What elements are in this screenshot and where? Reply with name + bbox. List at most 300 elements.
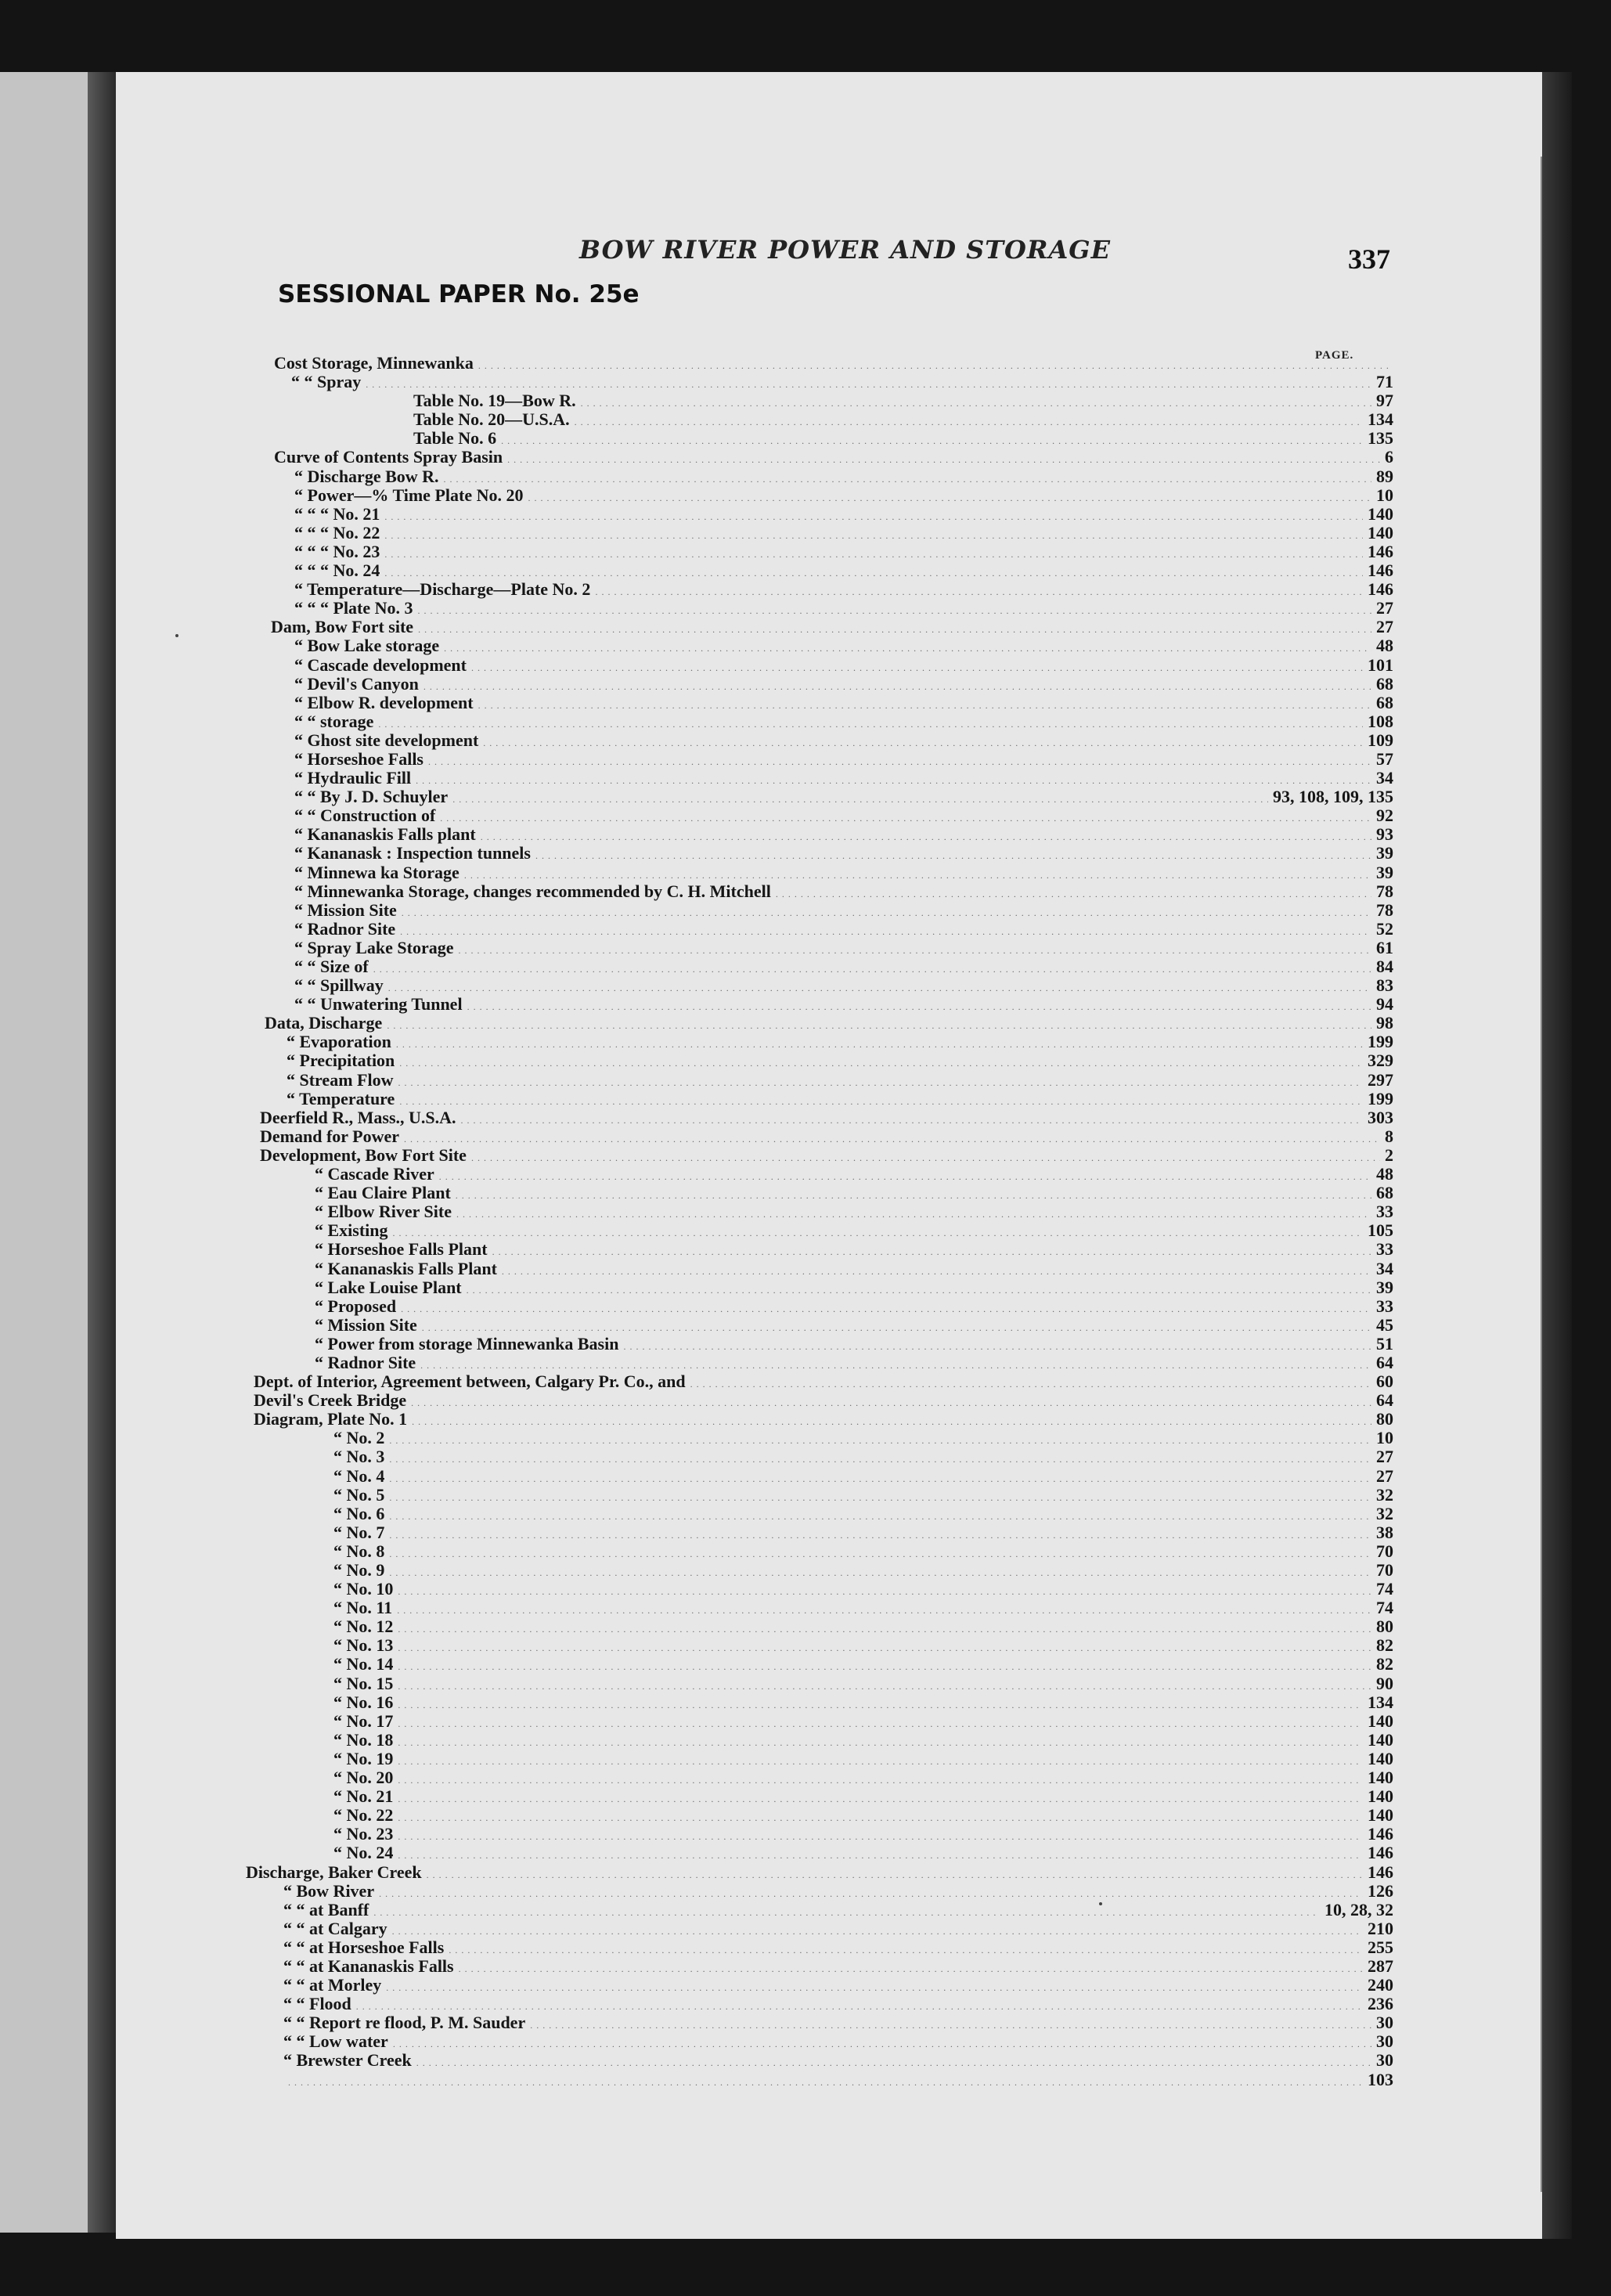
leader-dots [467, 1281, 1371, 1299]
entry-label: “ Horseshoe Falls Plant [315, 1239, 488, 1260]
leader-dots [428, 752, 1371, 771]
entry-label: “ “ “ No. 22 [294, 522, 380, 542]
leader-dots [392, 1922, 1363, 1941]
entry-label: Deerfield R., Mass., U.S.A. [260, 1107, 456, 1127]
index-entry [243, 1071, 1393, 1090]
entry-page: 146 [1368, 560, 1393, 581]
entry-page: 93 [1376, 824, 1393, 845]
entry-page: 61 [1376, 937, 1393, 957]
index-entry [243, 1712, 1393, 1731]
leader-dots [427, 1865, 1363, 1884]
entry-label: “ “ Spray [291, 372, 362, 392]
leader-dots [393, 2035, 1371, 2053]
index-entry [243, 1599, 1393, 1617]
index-entry [243, 1221, 1393, 1240]
leader-dots [389, 1450, 1371, 1469]
entry-label: “ “ “ No. 24 [294, 560, 380, 581]
leader-dots [507, 450, 1380, 469]
entry-label: “ Bow River [283, 1880, 375, 1901]
leader-dots [459, 1959, 1363, 1978]
entry-label: “ No. 17 [333, 1710, 394, 1731]
entry-page: 140 [1368, 1786, 1393, 1807]
leader-dots [389, 1544, 1371, 1563]
entry-label: “ Horseshoe Falls [294, 748, 423, 769]
index-entry [243, 1844, 1393, 1862]
entry-label: “ “ Low water [283, 2031, 388, 2052]
entry-page: 78 [1376, 881, 1393, 901]
entry-label: “ “ storage [294, 711, 374, 731]
index-entry [243, 1391, 1393, 1410]
leader-dots [389, 1431, 1371, 1450]
entry-label: “ Brewster Creek [283, 2050, 412, 2071]
entry-label: “ No. 4 [333, 1465, 385, 1486]
entry-page: 33 [1376, 1296, 1393, 1316]
index-entry [243, 1636, 1393, 1655]
facing-page-edge [0, 72, 90, 2233]
leader-dots [530, 2016, 1371, 2035]
leader-dots [416, 2053, 1371, 2072]
entry-page: 287 [1368, 1955, 1393, 1976]
leader-dots [389, 1507, 1371, 1526]
index-entry [243, 599, 1393, 618]
leader-dots [399, 1054, 1363, 1072]
entry-label: “ Ghost site development [294, 730, 479, 750]
index-entry [243, 1014, 1393, 1033]
index-entry [243, 882, 1393, 901]
index-entry [243, 1901, 1393, 1919]
leader-dots [412, 1412, 1371, 1431]
entry-label: “ No. 24 [333, 1843, 394, 1863]
entry-label: “ No. 5 [333, 1484, 385, 1505]
index-entry [243, 1938, 1393, 1957]
entry-label: “ Kananask : Inspection tunnels [294, 843, 531, 863]
entry-page: 103 [1368, 2069, 1393, 2089]
entry-page: 27 [1376, 598, 1393, 618]
entry-page: 94 [1376, 994, 1393, 1015]
index-entry [243, 2051, 1393, 2070]
entry-label: “ Elbow R. development [294, 692, 474, 712]
leader-dots [398, 1073, 1363, 1092]
leader-dots [384, 545, 1363, 564]
entry-page: 83 [1376, 975, 1393, 996]
index-entry [243, 1033, 1393, 1051]
leader-dots [456, 1205, 1371, 1224]
entry-page: 140 [1368, 1768, 1393, 1788]
index-entry [243, 354, 1393, 373]
index-entry [243, 1995, 1393, 2013]
leader-dots [398, 1808, 1363, 1827]
index-entry [243, 1410, 1393, 1429]
entry-label: “ Discharge Bow R. [294, 466, 439, 486]
index-entry [243, 656, 1393, 675]
index-entry [243, 694, 1393, 712]
entry-label: “ Mission Site [315, 1314, 417, 1335]
entry-page: 89 [1376, 466, 1393, 486]
index-entry [243, 1108, 1393, 1127]
leader-dots [397, 1601, 1371, 1620]
entry-label: “ No. 3 [333, 1447, 385, 1467]
leader-dots [398, 1714, 1363, 1733]
entry-label: “ “ at Kananaskis Falls [283, 1955, 454, 1976]
entry-label: “ “ “ Plate No. 3 [294, 598, 413, 618]
leader-dots [418, 601, 1371, 620]
index-entry [243, 1919, 1393, 1938]
entry-page: 39 [1376, 862, 1393, 882]
leader-dots [373, 960, 1371, 979]
entry-label: “ No. 7 [333, 1522, 385, 1542]
entry-label: “ Radnor Site [315, 1352, 416, 1372]
index-entry [243, 1655, 1393, 1674]
index-entry [243, 1372, 1393, 1391]
entry-page: 126 [1368, 1880, 1393, 1901]
entry-page: 140 [1368, 503, 1393, 524]
index-entry [243, 1976, 1393, 1995]
entry-label: Table No. 19—Bow R. [413, 391, 576, 411]
leader-dots [398, 1733, 1363, 1752]
entry-label: “ No. 20 [333, 1768, 394, 1788]
leader-dots [384, 507, 1363, 526]
index-entry [243, 580, 1393, 599]
leader-dots [478, 696, 1371, 715]
entry-page: 146 [1368, 1843, 1393, 1863]
index-entry [243, 939, 1393, 957]
index-entry [243, 618, 1393, 636]
entry-label: Table No. 6 [413, 428, 497, 449]
entry-page: 80 [1376, 1617, 1393, 1637]
entry-label: “ No. 2 [333, 1428, 385, 1448]
entry-label: “ Eau Claire Plant [315, 1183, 451, 1203]
entry-page: 70 [1376, 1541, 1393, 1561]
entry-page: 199 [1368, 1088, 1393, 1108]
leader-dots [399, 1092, 1363, 1111]
entry-page: 210 [1368, 1918, 1393, 1938]
index-entry [243, 448, 1393, 467]
entry-page: 27 [1376, 1465, 1393, 1486]
entry-label: “ Temperature [287, 1088, 395, 1108]
entry-label: “ “ By J. D. Schuyler [294, 787, 449, 807]
leader-dots [492, 1242, 1371, 1261]
index-entry [243, 1693, 1393, 1712]
entry-page: 38 [1376, 1522, 1393, 1542]
leader-dots [528, 488, 1371, 507]
index-entry [243, 957, 1393, 976]
entry-page: 109 [1368, 730, 1393, 750]
leader-dots [623, 1337, 1371, 1356]
leader-dots [478, 356, 1389, 375]
sessional-paper-label: SESSIONAL PAPER No. 25e [278, 280, 640, 308]
index-entry [243, 1353, 1393, 1372]
index-entry [243, 844, 1393, 863]
index-entry [243, 750, 1393, 769]
entry-label: “ Proposed [315, 1296, 397, 1316]
leader-dots [502, 1262, 1371, 1281]
entry-page: 303 [1368, 1107, 1393, 1127]
entry-page: 33 [1376, 1239, 1393, 1260]
entry-page: 71 [1376, 372, 1393, 392]
entry-label: “ “ at Banff [283, 1899, 369, 1919]
scan-speck [1099, 1902, 1102, 1905]
leader-dots [483, 733, 1363, 752]
entry-page: 140 [1368, 1710, 1393, 1731]
entry-page: 297 [1368, 1069, 1393, 1090]
entry-page: 8 [1385, 1126, 1393, 1146]
leader-dots [396, 1035, 1363, 1054]
entry-page: 78 [1376, 899, 1393, 920]
entry-page: 140 [1368, 522, 1393, 542]
entry-label: “ Precipitation [287, 1051, 395, 1071]
entry-label: “ Devil's Canyon [294, 673, 419, 694]
index-entry [243, 1297, 1393, 1316]
leader-dots [401, 1299, 1371, 1318]
entry-label: “ No. 22 [333, 1805, 394, 1826]
entry-page: 30 [1376, 2031, 1393, 2052]
leader-dots [398, 1696, 1363, 1714]
index-entry [243, 675, 1393, 694]
entry-label: “ Evaporation [287, 1032, 391, 1052]
index-entry [243, 1146, 1393, 1165]
entry-label: “ Kananaskis Falls plant [294, 824, 476, 845]
index-entry [243, 976, 1393, 995]
leader-dots [373, 1903, 1320, 1922]
entry-page: 97 [1376, 391, 1393, 411]
entry-label: “ Kananaskis Falls Plant [315, 1258, 497, 1278]
leader-dots [452, 790, 1268, 809]
entry-page: 33 [1376, 1202, 1393, 1222]
leader-dots [398, 1790, 1363, 1808]
index-entry [243, 863, 1393, 882]
index-entry [243, 391, 1393, 410]
index-entry [243, 1127, 1393, 1146]
entry-label: Data, Discharge [265, 1013, 383, 1033]
entry-page: 134 [1368, 1692, 1393, 1712]
entry-page: 240 [1368, 1975, 1393, 1995]
index-entry [243, 1184, 1393, 1202]
leader-dots [471, 1148, 1380, 1167]
leader-dots [398, 1752, 1363, 1771]
index-entry [243, 1202, 1393, 1221]
entry-page: 70 [1376, 1560, 1393, 1580]
entry-page: 74 [1376, 1598, 1393, 1618]
leader-dots [501, 431, 1363, 450]
entry-page: 98 [1376, 1013, 1393, 1033]
entry-page: 101 [1368, 654, 1393, 675]
entry-label: “ No. 6 [333, 1503, 385, 1523]
index-entry [243, 1542, 1393, 1561]
entry-label: “ No. 18 [333, 1729, 394, 1750]
entry-page: 52 [1376, 918, 1393, 939]
index-entry [243, 769, 1393, 788]
index-entry [243, 1335, 1393, 1353]
entry-label: “ “ at Morley [283, 1975, 382, 1995]
entry-label: Table No. 20—U.S.A. [413, 409, 570, 430]
entry-label: “ No. 21 [333, 1786, 394, 1807]
entry-page: 140 [1368, 1805, 1393, 1826]
entry-page: 30 [1376, 2013, 1393, 2033]
leader-dots [398, 1620, 1371, 1638]
leader-dots [378, 715, 1363, 733]
entry-label: “ Stream Flow [287, 1069, 394, 1090]
index-entry [243, 1561, 1393, 1580]
index-entry [243, 1863, 1393, 1882]
entry-page: 146 [1368, 1862, 1393, 1882]
entry-page: 39 [1376, 1277, 1393, 1297]
entry-page: 30 [1376, 2050, 1393, 2071]
entry-page: 48 [1376, 636, 1393, 656]
entry-label: “ Mission Site [294, 899, 397, 920]
index-entry [243, 995, 1393, 1014]
entry-page: 27 [1376, 617, 1393, 637]
index-entry [243, 1278, 1393, 1297]
entry-page: 146 [1368, 579, 1393, 600]
scan-speck [175, 634, 178, 637]
entry-page: 90 [1376, 1673, 1393, 1693]
leader-dots [444, 639, 1371, 658]
entry-page: 32 [1376, 1503, 1393, 1523]
leader-dots [535, 846, 1371, 865]
entry-label: “ No. 16 [333, 1692, 394, 1712]
entry-label: “ “ “ No. 21 [294, 503, 380, 524]
index-entry [243, 1260, 1393, 1278]
index-entry [243, 1165, 1393, 1184]
page-right-shadow [1542, 72, 1572, 2239]
entry-page: 74 [1376, 1579, 1393, 1599]
leader-dots [416, 771, 1371, 790]
entry-page: 32 [1376, 1484, 1393, 1505]
leader-dots [456, 1186, 1371, 1205]
entry-label: “ Radnor Site [294, 918, 396, 939]
entry-label: “ “ at Horseshoe Falls [283, 1937, 445, 1957]
entry-page: 146 [1368, 1824, 1393, 1844]
entry-label: Discharge, Baker Creek [246, 1862, 422, 1882]
entry-page: 39 [1376, 843, 1393, 863]
index-entry [243, 1505, 1393, 1523]
leader-dots [398, 1677, 1371, 1696]
entry-page: 82 [1376, 1654, 1393, 1674]
entry-page: 45 [1376, 1314, 1393, 1335]
leader-dots [389, 1469, 1371, 1488]
leader-dots [461, 1111, 1363, 1130]
leader-dots [288, 2073, 1363, 2092]
entry-label: Curve of Contents Spray Basin [274, 447, 503, 467]
index-entry [243, 561, 1393, 580]
index-entry [243, 1467, 1393, 1486]
entry-label: “ Spray Lake Storage [294, 937, 454, 957]
index-entry [243, 429, 1393, 448]
index-entry [243, 901, 1393, 920]
index-entry [243, 524, 1393, 542]
entry-page: 140 [1368, 1729, 1393, 1750]
leader-dots [776, 885, 1371, 903]
leader-dots [575, 413, 1363, 431]
leader-dots [595, 582, 1363, 601]
entry-label: “ Power from storage Minnewanka Basin [315, 1333, 619, 1353]
binding-shadow [88, 72, 116, 2233]
index-entry [243, 2013, 1393, 2032]
index-entry [243, 1731, 1393, 1750]
index-entry [243, 486, 1393, 505]
entry-page: 48 [1376, 1164, 1393, 1184]
leader-dots [471, 658, 1363, 677]
index-entry [243, 410, 1393, 429]
leader-dots [389, 1563, 1371, 1582]
leader-dots [690, 1375, 1371, 1393]
index-entry [243, 373, 1393, 391]
entry-label: “ Cascade development [294, 654, 467, 675]
index-entry [243, 731, 1393, 750]
entry-label: “ “ Construction of [294, 806, 436, 826]
index-entry [243, 1051, 1393, 1070]
entry-page: 10, 28, 32 [1324, 1899, 1393, 1919]
leader-dots [440, 809, 1371, 827]
index-entry [243, 1825, 1393, 1844]
entry-label: “ “ at Calgary [283, 1918, 387, 1938]
entry-label: “ Hydraulic Fill [294, 768, 412, 788]
index-entry [243, 806, 1393, 825]
index-entry [243, 1806, 1393, 1825]
index-entry [243, 712, 1393, 731]
index-entry [243, 1750, 1393, 1768]
leader-dots [449, 1941, 1363, 1959]
entry-page: 92 [1376, 806, 1393, 826]
entry-page: 34 [1376, 1258, 1393, 1278]
entry-label: Demand for Power [260, 1126, 399, 1146]
entry-page: 80 [1376, 1409, 1393, 1429]
entry-label: “ “ Spillway [294, 975, 384, 996]
entry-page: 135 [1368, 428, 1393, 449]
entry-label: “ Bow Lake storage [294, 636, 440, 656]
entry-page: 51 [1376, 1333, 1393, 1353]
entry-label: “ No. 19 [333, 1748, 394, 1768]
leader-dots [388, 979, 1371, 997]
entry-label: “ Lake Louise Plant [315, 1277, 462, 1297]
index-entry [243, 1787, 1393, 1806]
entry-label: “ Existing [315, 1220, 388, 1241]
leader-dots [398, 1827, 1363, 1846]
index-entry [243, 467, 1393, 486]
index-entry [243, 1447, 1393, 1466]
index-entry [243, 1957, 1393, 1976]
entry-label: Development, Bow Fort Site [260, 1144, 467, 1165]
entry-label: “ Minnewa ka Storage [294, 862, 460, 882]
entry-page: 236 [1368, 1994, 1393, 2014]
leader-dots [423, 677, 1371, 696]
entry-label: “ “ “ No. 23 [294, 541, 380, 561]
entry-page: 6 [1385, 447, 1393, 467]
entry-label: “ No. 15 [333, 1673, 394, 1693]
leader-dots [398, 1846, 1363, 1865]
entry-label: “ Cascade River [315, 1164, 434, 1184]
entry-label: “ No. 9 [333, 1560, 385, 1580]
entry-label: “ “ Unwatering Tunnel [294, 994, 463, 1015]
index-entry [243, 1674, 1393, 1693]
entry-page: 2 [1385, 1144, 1393, 1165]
entry-page: 57 [1376, 748, 1393, 769]
leader-dots [398, 1771, 1363, 1790]
entry-page: 329 [1368, 1051, 1393, 1071]
leader-dots [398, 1657, 1371, 1676]
index-entry [243, 920, 1393, 939]
index-entry [243, 1523, 1393, 1542]
entry-label: “ “ Report re flood, P. M. Sauder [283, 2013, 526, 2033]
entry-label: “ No. 12 [333, 1617, 394, 1637]
index-entry [243, 1240, 1393, 1259]
leader-dots [439, 1167, 1371, 1186]
index-entry [243, 2032, 1393, 2051]
leader-dots [481, 827, 1371, 846]
leader-dots [467, 997, 1371, 1016]
entry-page: 60 [1376, 1371, 1393, 1392]
entry-page: 108 [1368, 711, 1393, 731]
